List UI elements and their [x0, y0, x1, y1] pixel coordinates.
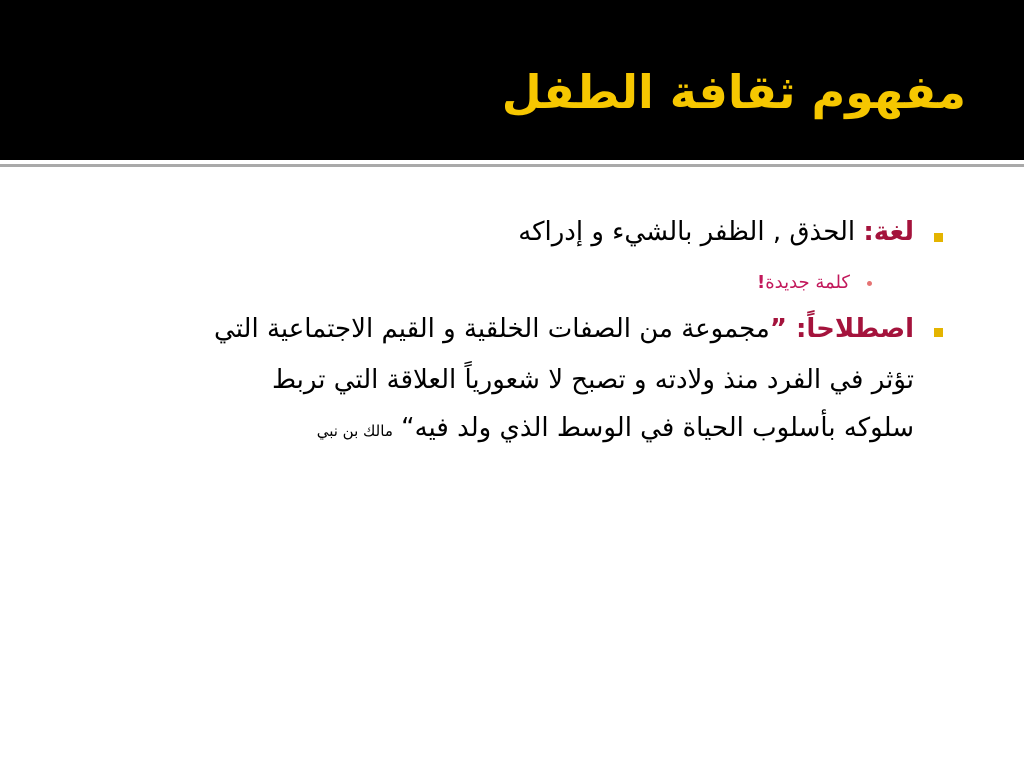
quote-author: مالك بن نبي	[316, 422, 393, 440]
title-divider-gray	[0, 164, 1024, 167]
title-bar	[0, 0, 1024, 160]
bullet-1-term: لغة:	[863, 217, 914, 247]
bullet-2-text-2: تؤثر في الفرد منذ ولادته و تصبح لا شعورياً العلاقة التي تربط	[271, 365, 914, 395]
bullet-2-line-2	[272, 363, 914, 397]
bullet-icon	[934, 328, 943, 337]
sub-bullet-dot-icon	[867, 281, 872, 286]
slide-title: مفهوم ثقافة الطفل	[501, 65, 966, 119]
bullet-icon	[934, 233, 943, 242]
sub-bullet-text: كلمة جديدة	[765, 272, 850, 293]
sub-bullet-mark: !	[757, 272, 766, 293]
sub-bullet-line	[757, 270, 850, 296]
bullet-2-line-1	[214, 312, 914, 346]
bullet-1-line	[518, 215, 914, 249]
bullet-2-term: اصطلاحاً: ”	[769, 314, 914, 344]
bullet-2-line-3	[317, 411, 914, 448]
bullet-2-text-1: مجموعة من الصفات الخلقية و القيم الاجتماعية التي	[214, 314, 770, 344]
bullet-2-text-3: سلوكه بأسلوب الحياة في الوسط الذي ولد فيه“	[392, 413, 914, 443]
bullet-1-text: الحذق , الظفر بالشيء و إدراكه	[518, 217, 864, 247]
